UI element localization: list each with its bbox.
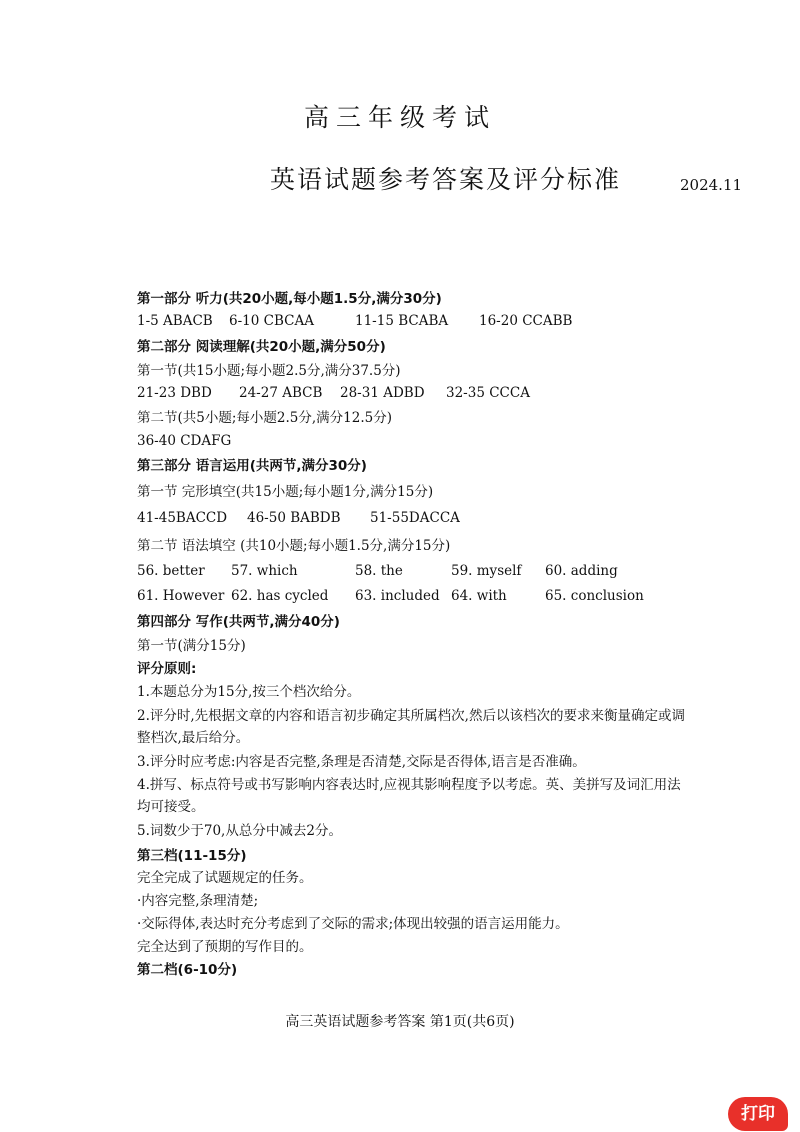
answer-group: 11-15 BCABA [355, 313, 449, 329]
part3-heading: 第三部分 语言运用(共两节,满分30分) [137, 458, 367, 474]
grammar-answer: 58. the [355, 563, 403, 579]
band2-heading: 第二档(6-10分) [137, 962, 238, 978]
scoring-rule: 5.词数少于70,从总分中减去2分。 [137, 823, 342, 839]
answer-group: 32-35 CCCA [446, 385, 530, 401]
scoring-rule: 2.评分时,先根据文章的内容和语言初步确定其所属档次,然后以该档次的要求来衡量确定或调整档次,最后给分。 [137, 708, 685, 746]
grammar-answer: 64. with [451, 588, 507, 604]
part3-sec1-heading: 第一节 完形填空(共15小题;每小题1分,满分15分) [137, 484, 434, 500]
grammar-answer: 61. However [137, 588, 225, 604]
part2-sec2-answers: 36-40 CDAFG [137, 433, 232, 449]
part3-sec1-answers-row [137, 510, 697, 530]
grammar-answer: 59. myself [451, 563, 522, 579]
answer-group: 1-5 ABACB [137, 313, 213, 329]
part3-sec2-heading: 第二节 语法填空 (共10小题;每小题1.5分,满分15分) [137, 538, 451, 554]
scoring-rule: 4.拼写、标点符号或书写影响内容表达时,应视其影响程度予以考虑。英、美拼写及词汇用法均可接受。 [137, 777, 681, 815]
answer-group: 28-31 ADBD [340, 385, 425, 401]
answer-group: 51-55DACCA [370, 510, 460, 526]
part2-sec1-heading: 第一节(共15小题;每小题2.5分,满分37.5分) [137, 363, 401, 379]
answer-group: 41-45BACCD [137, 510, 228, 526]
part2-heading: 第二部分 阅读理解(共20小题,满分50分) [137, 339, 386, 355]
exam-title: 高三年级考试 [303, 103, 496, 132]
print-button[interactable]: 打印 [728, 1097, 788, 1131]
exam-date: 2024.11 [680, 176, 743, 194]
answer-key-subtitle: 英语试题参考答案及评分标准 [270, 165, 622, 194]
principles-heading: 评分原则: [137, 661, 197, 677]
part2-sec1-answers-row [137, 385, 697, 405]
band3-heading: 第三档(11-15分) [137, 848, 247, 864]
grammar-answer: 63. included [355, 588, 440, 604]
answer-group: 46-50 BABDB [247, 510, 341, 526]
scoring-rule: 3.评分时应考虑:内容是否完整,条理是否清楚,交际是否得体,语言是否准确。 [137, 754, 586, 770]
page-footer: 高三英语试题参考答案 第1页(共6页) [285, 1014, 515, 1030]
answer-group: 24-27 ABCB [239, 385, 323, 401]
band3-line: ·交际得体,表达时充分考虑到了交际的需求;体现出较强的语言运用能力。 [137, 916, 569, 932]
part4-sec1-heading: 第一节(满分15分) [137, 638, 246, 654]
grammar-answer: 62. has cycled [231, 588, 329, 604]
grammar-answer: 65. conclusion [545, 588, 644, 604]
grammar-answers-row-2 [137, 588, 697, 608]
band3-line: 完全达到了预期的写作目的。 [137, 939, 313, 955]
part1-heading: 第一部分 听力(共20小题,每小题1.5分,满分30分) [137, 291, 442, 307]
part1-answers-row [137, 313, 697, 333]
part4-heading: 第四部分 写作(共两节,满分40分) [137, 614, 340, 630]
grammar-answer: 56. better [137, 563, 205, 579]
grammar-answers-row-1 [137, 563, 697, 583]
part2-sec2-heading: 第二节(共5小题;每小题2.5分,满分12.5分) [137, 410, 392, 426]
grammar-answer: 57. which [231, 563, 298, 579]
answer-group: 21-23 DBD [137, 385, 212, 401]
answer-group: 16-20 CCABB [479, 313, 573, 329]
answer-group: 6-10 CBCAA [229, 313, 314, 329]
scoring-rule: 1.本题总分为15分,按三个档次给分。 [137, 684, 361, 700]
grammar-answer: 60. adding [545, 563, 618, 579]
band3-line: 完全完成了试题规定的任务。 [137, 870, 313, 886]
band3-line: ·内容完整,条理清楚; [137, 893, 259, 909]
